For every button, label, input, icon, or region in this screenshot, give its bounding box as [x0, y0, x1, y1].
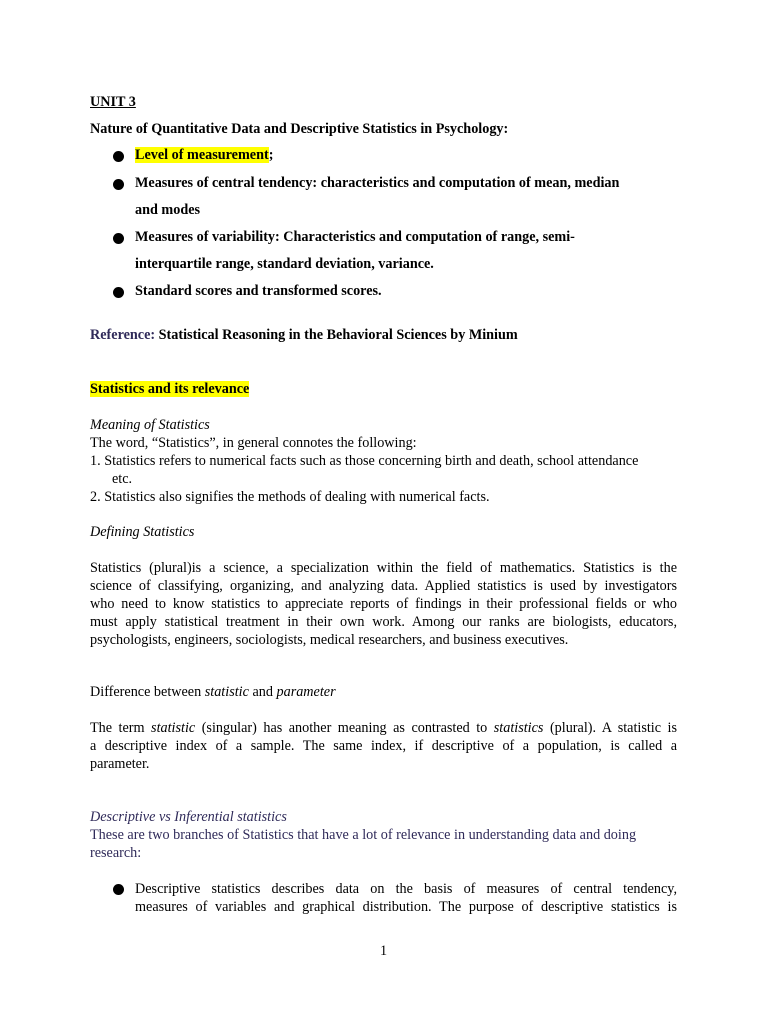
topic-item: Measures of central tendency: characteristics and computation of mean, median: [135, 175, 620, 191]
meaning-item-1-continued: etc.: [112, 471, 133, 487]
text-run: statistics: [493, 720, 544, 736]
text-run: statistic: [151, 720, 196, 736]
paragraph-line: Descriptive statistics describes data on the basis of measures of central tendency,: [135, 881, 677, 897]
paragraph-line: measures of variables and graphical distribution. The purpose of descriptive statistics is: [135, 899, 677, 915]
paragraph-line: who need to know statistics to appreciate reports of findings in their professional fields or who: [90, 596, 677, 612]
paragraph-line: psychologists, engineers, sociologists, medical researchers, and business executives.: [90, 632, 569, 648]
bullet-icon: [113, 179, 124, 190]
paragraph-line: must apply statistical treatment in their own work. Among our ranks are biologists, educators,: [90, 614, 677, 630]
bullet-icon: [113, 151, 124, 162]
page-number: 1: [380, 943, 388, 959]
reference-label: Reference:: [90, 327, 156, 343]
reference-text: Statistical Reasoning in the Behavioral Sciences by Minium: [158, 327, 518, 343]
descriptive-intro-continued: research:: [90, 845, 142, 861]
bullet-icon: [113, 287, 124, 298]
paragraph-line: parameter.: [90, 756, 150, 772]
title-part: and: [248, 684, 277, 700]
meaning-title: Meaning of Statistics: [90, 417, 210, 433]
descriptive-title: Descriptive vs Inferential statistics: [90, 809, 287, 825]
page-heading: Nature of Quantitative Data and Descriptive Statistics in Psychology:: [90, 121, 509, 137]
paragraph-line: Statistics (plural)is a science, a specialization within the field of mathematics. Statistics is the: [90, 560, 677, 576]
topic-item-continued: interquartile range, standard deviation, variance.: [135, 256, 434, 272]
title-part: parameter: [276, 684, 336, 700]
topic-level-of-measurement: Level of measurement: [135, 147, 269, 163]
defining-paragraph: [90, 559, 677, 649]
section-title-text: Statistics and its relevance: [90, 381, 250, 397]
difference-title: [90, 683, 336, 701]
title-part: Difference between: [90, 684, 205, 700]
meaning-intro: The word, “Statistics”, in general connotes the following:: [90, 435, 417, 451]
topic-item-continued: and modes: [135, 202, 201, 218]
paragraph-line: a descriptive index of a sample. The same index, if descriptive of a population, is called a: [90, 738, 677, 754]
difference-paragraph: [90, 719, 677, 773]
paragraph-line: [90, 719, 677, 737]
text-run: The term: [90, 720, 152, 736]
section-title: [90, 380, 249, 398]
descriptive-bullet-text: [135, 880, 677, 916]
meaning-item-1: 1. Statistics refers to numerical facts such as those concerning birth and death, school attendance: [90, 453, 639, 469]
topic-item: [135, 146, 273, 164]
text-run: (singular) has another meaning as contrasted to: [195, 720, 494, 736]
meaning-item-2: 2. Statistics also signifies the methods of dealing with numerical facts.: [90, 489, 490, 505]
defining-title: Defining Statistics: [90, 524, 195, 540]
text-run: (plural). A statistic is: [543, 720, 678, 736]
title-part: statistic: [204, 684, 249, 700]
descriptive-intro: These are two branches of Statistics that have a lot of relevance in understanding data and doing: [90, 827, 637, 843]
topic-suffix: ;: [268, 147, 274, 163]
unit-title: UNIT 3: [90, 94, 136, 110]
bullet-icon: [113, 884, 124, 895]
topic-item: Measures of variability: Characteristics and computation of range, semi-: [135, 229, 575, 245]
bullet-icon: [113, 233, 124, 244]
topic-item: Standard scores and transformed scores.: [135, 283, 382, 299]
paragraph-line: science of classifying, organizing, and analyzing data. Applied statistics is used by investigators: [90, 578, 677, 594]
reference-line: [90, 326, 518, 344]
